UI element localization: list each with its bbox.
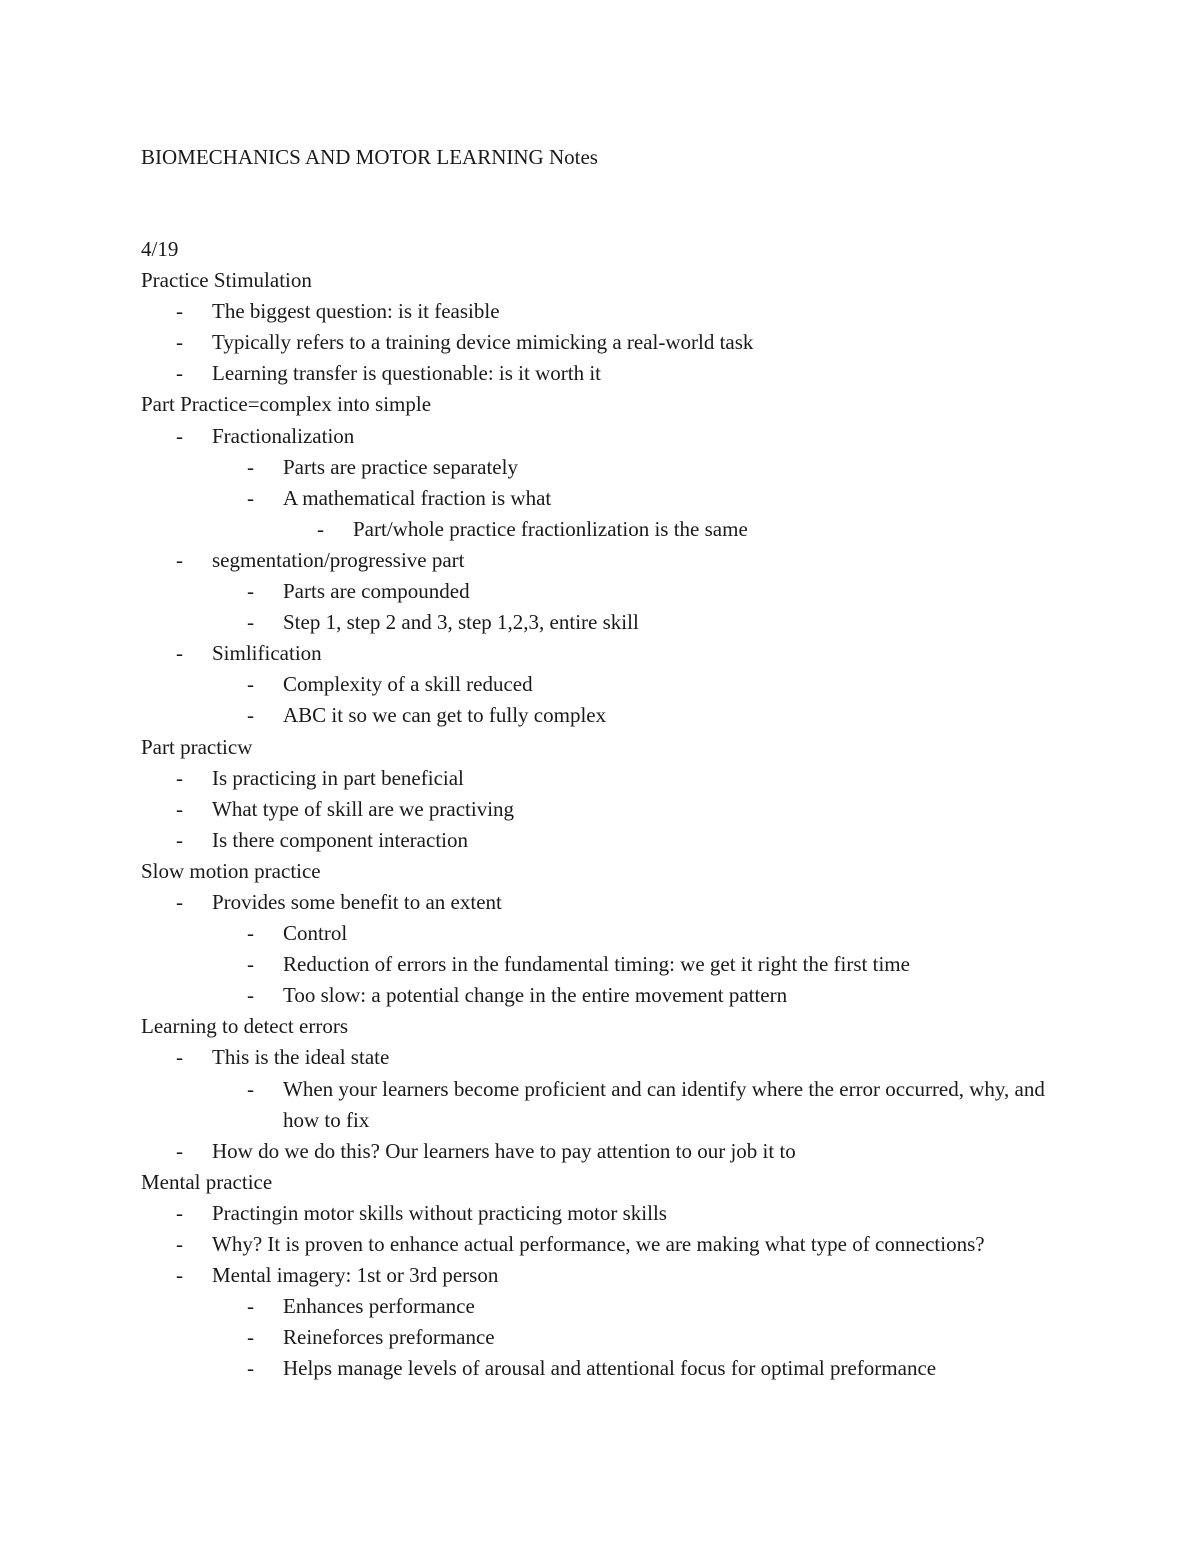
line-text: Reineforces preformance <box>283 1325 495 1350</box>
bullet-dash: - <box>317 516 324 541</box>
line-text: Fractionalization <box>212 423 355 448</box>
section-heading <box>141 234 1081 265</box>
list-item-level-1 <box>141 296 1081 327</box>
line-text: Step 1, step 2 and 3, step 1,2,3, entire skill <box>283 610 639 635</box>
bullet-dash: - <box>176 1232 183 1256</box>
bullet-dash: - <box>176 361 183 386</box>
bullet-dash: - <box>247 672 254 697</box>
list-item-level-1 <box>141 794 1081 825</box>
line-text: Simlification <box>212 641 322 666</box>
list-item-level-2 <box>141 918 1081 949</box>
bullet-dash: - <box>247 1356 254 1381</box>
list-item-level-2 <box>141 1322 1081 1353</box>
line-text: Mental imagery: 1st or 3rd person <box>212 1263 499 1288</box>
list-item-level-1 <box>141 638 1081 669</box>
bullet-dash: - <box>176 641 183 666</box>
bullet-dash: - <box>176 299 183 324</box>
bullet-dash: - <box>247 454 254 479</box>
line-text: This is the ideal state <box>212 1045 390 1070</box>
section-heading <box>141 265 1081 296</box>
bullet-dash: - <box>176 1263 183 1288</box>
line-text: When your learners become proficient and can identify where the error occurred, why, and how to fix <box>283 1076 1045 1132</box>
list-item-level-2 <box>141 949 1081 980</box>
line-text: Enhances performance <box>283 1294 475 1319</box>
list-item-level-1 <box>141 421 1081 452</box>
bullet-dash: - <box>247 703 254 728</box>
document-body <box>141 234 1081 1384</box>
bullet-dash: - <box>247 610 254 635</box>
section-heading <box>141 732 1081 763</box>
list-item-level-2 <box>141 452 1081 483</box>
list-item-level-1 <box>141 1260 1081 1291</box>
list-item-level-2 <box>141 1353 1081 1384</box>
list-item-level-1 <box>141 1198 1081 1229</box>
line-text: The biggest question: is it feasible <box>212 299 500 324</box>
line-text: Practice Stimulation <box>141 268 312 293</box>
line-text: Too slow: a potential change in the entire movement pattern <box>283 983 788 1008</box>
line-text: How do we do this? Our learners have to pay attention to our job it to <box>212 1138 796 1163</box>
line-text: What type of skill are we practiving <box>212 796 515 821</box>
list-item-level-2 <box>141 607 1081 638</box>
line-text: Learning transfer is questionable: is it worth it <box>212 361 601 386</box>
list-item-level-1 <box>141 327 1081 358</box>
list-item-level-1 <box>141 1136 1081 1167</box>
bullet-dash: - <box>176 1045 183 1070</box>
list-item-level-1 <box>141 1042 1081 1073</box>
section-heading <box>141 389 1081 420</box>
line-text: Part practicw <box>141 734 253 759</box>
line-text: Part/whole practice fractionlization is the same <box>353 516 748 541</box>
bullet-dash: - <box>247 1294 254 1319</box>
line-text: ABC it so we can get to fully complex <box>283 703 607 728</box>
line-text: Is there component interaction <box>212 827 468 852</box>
bullet-dash: - <box>247 579 254 604</box>
list-item-level-1 <box>141 825 1081 856</box>
bullet-dash: - <box>176 796 183 821</box>
bullet-dash: - <box>176 827 183 852</box>
list-item-level-2 <box>141 700 1081 731</box>
line-text: Helps manage levels of arousal and attentional focus for optimal preformance <box>283 1356 937 1381</box>
line-text: Parts are compounded <box>283 579 470 604</box>
bullet-dash: - <box>176 1138 183 1163</box>
line-text: segmentation/progressive part <box>212 547 465 572</box>
bullet-dash: - <box>247 1076 254 1101</box>
line-text: Is practicing in part beneficial <box>212 765 464 790</box>
bullet-dash: - <box>176 765 183 790</box>
line-text: Mental practice <box>141 1169 273 1194</box>
line-text: Reduction of errors in the fundamental timing: we get it right the first time <box>283 952 910 977</box>
bullet-dash: - <box>176 423 183 448</box>
line-text: Provides some benefit to an extent <box>212 889 502 914</box>
line-text: A mathematical fraction is what <box>283 485 552 510</box>
bullet-dash: - <box>247 1325 254 1350</box>
list-item-level-1 <box>141 763 1081 794</box>
line-text: Why? It is proven to enhance actual performance, we are making what type of connections? <box>212 1232 985 1256</box>
bullet-dash: - <box>176 1200 183 1225</box>
bullet-dash: - <box>176 889 183 914</box>
list-item-level-2 <box>141 576 1081 607</box>
list-item-level-1 <box>141 545 1081 576</box>
line-text: Typically refers to a training device mimicking a real-world task <box>212 330 754 355</box>
line-text: Control <box>283 921 348 946</box>
bullet-dash: - <box>247 921 254 946</box>
list-item-level-2 <box>141 980 1081 1011</box>
bullet-dash: - <box>176 547 183 572</box>
list-item-level-1 <box>141 358 1081 389</box>
line-text: Slow motion practice <box>141 858 321 883</box>
list-item-level-1 <box>141 1229 1081 1260</box>
bullet-dash: - <box>247 952 254 977</box>
list-item-level-2 <box>141 1074 1081 1136</box>
section-heading <box>141 1167 1081 1198</box>
line-text: 4/19 <box>141 237 179 261</box>
list-item-level-3 <box>141 514 1081 545</box>
list-item-level-2 <box>141 1291 1081 1322</box>
bullet-dash: - <box>176 330 183 355</box>
line-text: Complexity of a skill reduced <box>283 672 533 697</box>
line-text: Parts are practice separately <box>283 454 518 479</box>
bullet-dash: - <box>247 983 254 1008</box>
bullet-dash: - <box>247 485 254 510</box>
line-text: Part Practice=complex into simple <box>141 392 432 417</box>
section-heading <box>141 1011 1081 1042</box>
list-item-level-2 <box>141 669 1081 700</box>
line-text: Practingin motor skills without practicing motor skills <box>212 1200 667 1225</box>
list-item-level-1 <box>141 887 1081 918</box>
line-text: Learning to detect errors <box>141 1014 348 1039</box>
list-item-level-2 <box>141 483 1081 514</box>
section-heading <box>141 856 1081 887</box>
document-title: BIOMECHANICS AND MOTOR LEARNING Notes <box>141 145 598 169</box>
